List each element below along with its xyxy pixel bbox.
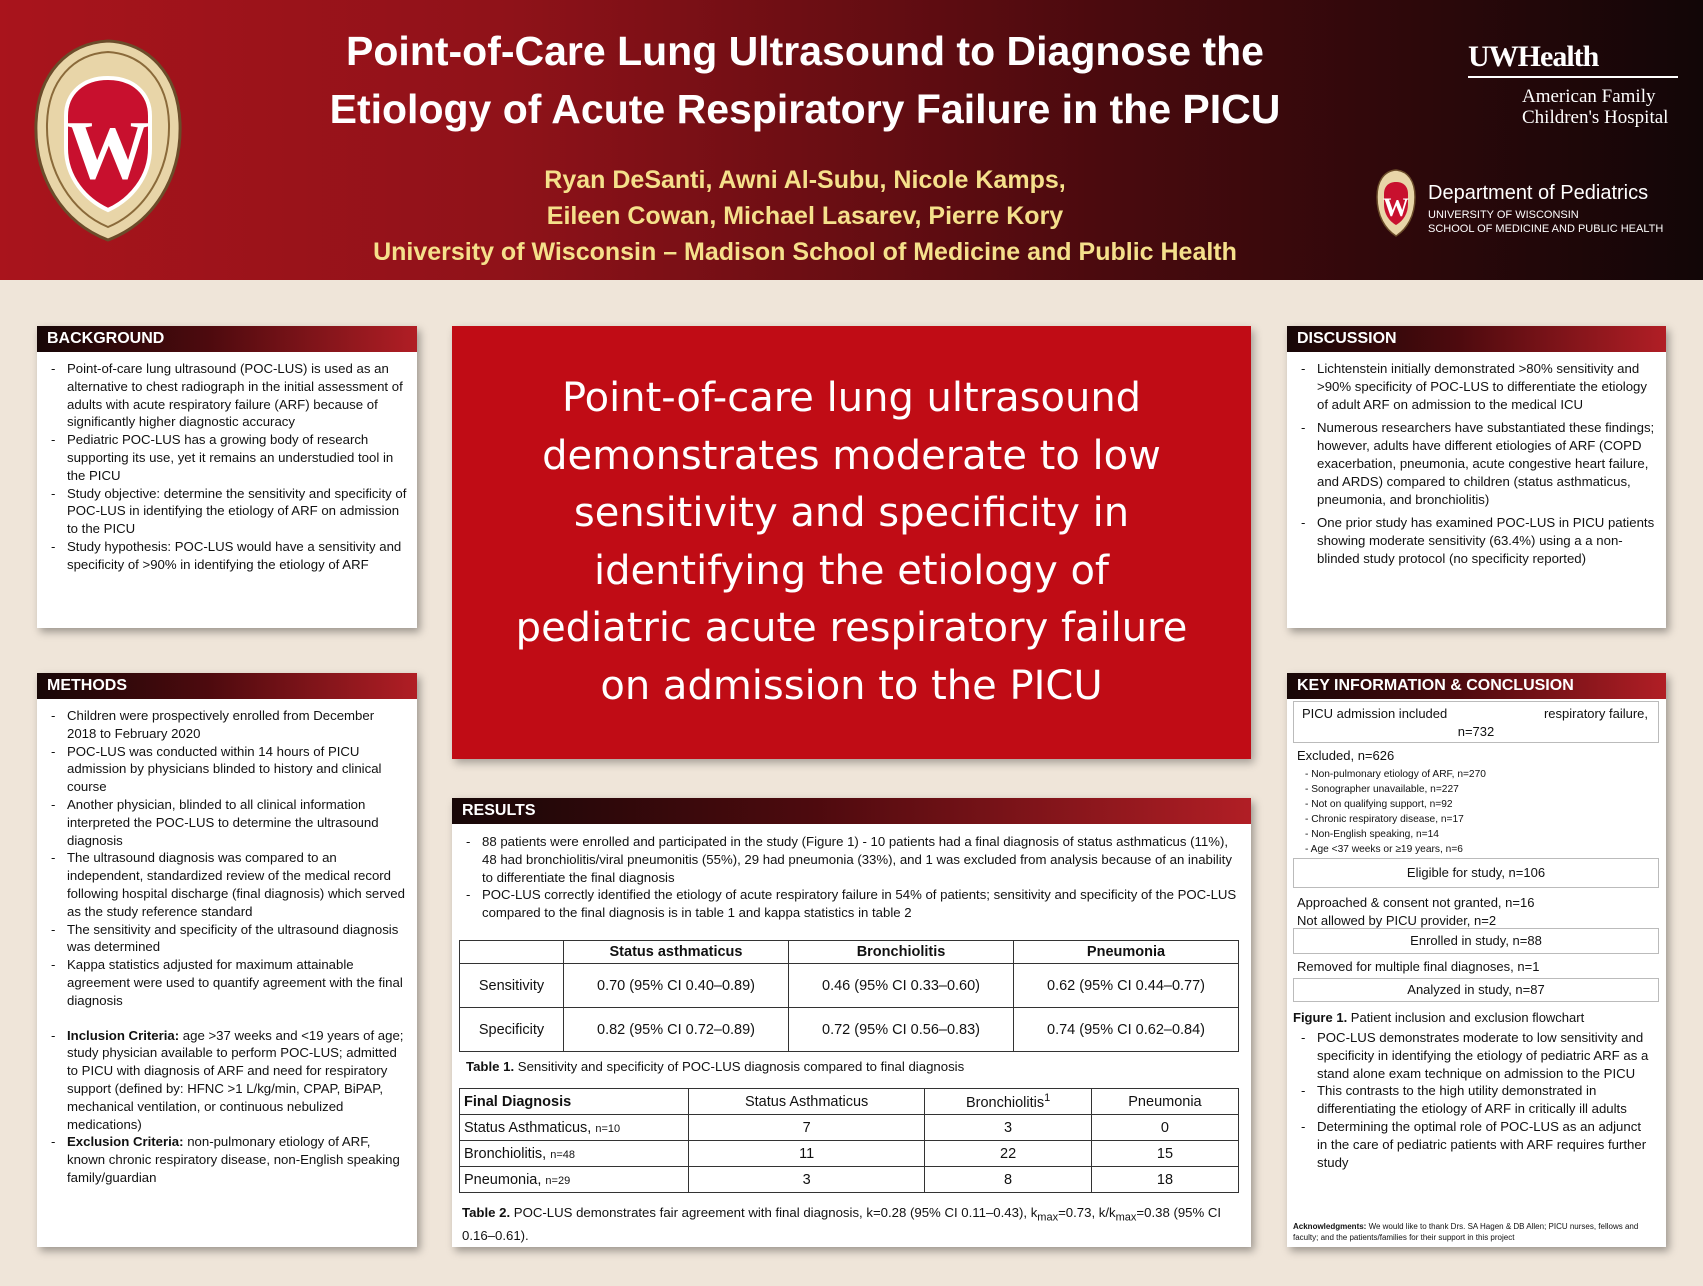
- methods-list: [37, 699, 417, 1187]
- list-item: - Pediatric POC-LUS has a growing body of research supporting its use, yet it remains an understudied tool in the PICU: [49, 431, 407, 484]
- background-panel: [37, 326, 417, 628]
- excluded-reasons: - Non-pulmonary etiology of ARF, n=270 - Sonographer unavailable, n=227 - Not on qualifying support, n=92 - Chronic respiratory disease, n=17 - Non-English speaking, n=14 - Age <37 weeks or ≥19 years, n=6: [1305, 769, 1486, 855]
- poster-header: [0, 0, 1703, 280]
- flow-box-analyzed: Analyzed in study, n=87: [1293, 978, 1659, 1002]
- list-item: - This contrasts to the high utility demonstrated in differentiating the etiology of ARF in critically ill adults: [1299, 1082, 1651, 1118]
- svg-text:W: W: [66, 104, 150, 197]
- figure1-caption: Figure 1. Patient inclusion and exclusion flowchart: [1293, 1010, 1585, 1025]
- authors-line-2: Eileen Cowan, Michael Lasarev, Pierre Kory: [546, 202, 1064, 230]
- small-crest-icon: [1375, 168, 1417, 238]
- methods-heading: METHODS: [37, 673, 417, 699]
- key-statement: Point-of-care lung ultrasound demonstrates moderate to low sensitivity and specificity in identifying the etiology of pediatric acute respiratory failure on admission to the PICU: [515, 375, 1188, 709]
- background-list: [37, 352, 417, 574]
- table-row: Status Asthmaticus, n=10 7 3 0: [460, 1115, 1239, 1141]
- table1-caption: Table 1. Sensitivity and specificity of POC-LUS diagnosis compared to final diagnosis: [466, 1059, 965, 1074]
- svg-text:W: W: [1383, 193, 1409, 222]
- table-header: Pneumonia: [1091, 1089, 1238, 1115]
- discussion-panel: [1287, 326, 1666, 628]
- results-list: [452, 824, 1251, 922]
- table-header: Final Diagnosis: [460, 1089, 689, 1115]
- table-header: Bronchiolitis$^1$: [925, 1089, 1092, 1115]
- list-item: - Numerous researchers have substantiated these findings; however, adults have different etiologies of ARF (COPD exacerbation, pneumonia, acute congestive heart failure, and ARDS) compared to children (status asthmaticus, pneumonia, and bronchiolitis): [1299, 419, 1656, 508]
- uw-crest-icon: [28, 38, 188, 243]
- list-item: - 88 patients were enrolled and participated in the study (Figure 1) - 10 patients had a final diagnosis of status asthmaticus (11%), 48 had bronchiolitis/viral pneumonitis (55%), 29 had pneumonia (33%), and 1 was excluded from analysis because of an inability to differentiate the final diagnosis: [464, 833, 1241, 886]
- list-item: - POC-LUS was conducted within 14 hours of PICU admission by physicians blinded to history and clinical course: [49, 743, 407, 796]
- agreement-table: [459, 1088, 1239, 1193]
- list-item: - Children were prospectively enrolled from December 2018 to February 2020: [49, 707, 407, 743]
- list-item: - POC-LUS demonstrates moderate to low sensitivity and specificity in identifying the etiology of pediatric ARF as a stand alone exam technique on admission to the PICU: [1299, 1029, 1651, 1082]
- flow-not-allowed: Not allowed by PICU provider, n=2: [1297, 913, 1497, 928]
- department-logo: W Department of Pediatrics UNIVERSITY OF WISCONSIN SCHOOL OF MEDICINE AND PUBLIC HEALTH: [1372, 168, 1672, 244]
- list-item: - Study hypothesis: POC-LUS would have a sensitivity and specificity of >90% in identifying the etiology of ARF: [49, 538, 407, 574]
- table2-caption: Table 2. POC-LUS demonstrates fair agreement with final diagnosis, k=0.28 (95% CI 0.11–0.43), $k_{max}=0.73$, $k/k_{max}=0.38$ (95% CI 0.16–0.61).: [462, 1205, 1222, 1243]
- results-heading: RESULTS: [452, 798, 1251, 824]
- list-item: - One prior study has examined POC-LUS in PICU patients showing moderate sensitivity (63.4%) using a a non-blinded study protocol (no specificity reported): [1299, 514, 1656, 567]
- key-statement-box: [452, 326, 1251, 759]
- acknowledgments: Acknowledgments: We would like to thank Drs. SA Hagen & DB Allen; PICU nurses, fellows and faculty; and the patients/families for their support in this project: [1293, 1222, 1639, 1242]
- flow-excluded: Excluded, n=626: [1297, 748, 1395, 763]
- list-item: - Study objective: determine the sensitivity and specificity of POC-LUS in identifying the etiology of ARF on admission to the PICU: [49, 485, 407, 538]
- affiliation: University of Wisconsin – Madison School of Medicine and Public Health: [373, 238, 1237, 266]
- methods-panel: [37, 673, 417, 1247]
- list-item: - The ultrasound diagnosis was compared to an independent, standardized review of the medical record following hospital discharge (final diagnosis) which served as the study reference standard: [49, 849, 407, 920]
- flow-removed: Removed for multiple final diagnoses, n=1: [1297, 959, 1540, 974]
- list-item: - Determining the optimal role of POC-LUS as an adjunct in the care of pediatric patients with ARF requires further study: [1299, 1118, 1651, 1171]
- table-row: Sensitivity 0.70 (95% CI 0.40–0.89) 0.46 (95% CI 0.33–0.60) 0.62 (95% CI 0.44–0.77): [460, 964, 1239, 1008]
- table-header: Status asthmaticus: [564, 941, 789, 964]
- list-item: - POC-LUS correctly identified the etiology of acute respiratory failure in 54% of patients; sensitivity and specificity of the POC-LUS compared to the final diagnosis is in table 1 and kappa statistics in table 2: [464, 886, 1241, 922]
- table-header: Pneumonia: [1014, 941, 1239, 964]
- list-item: - Another physician, blinded to all clinical information interpreted the POC-LUS to determine the ultrasound diagnosis: [49, 796, 407, 849]
- flow-box-eligible: Eligible for study, n=106: [1293, 858, 1659, 888]
- table-row: Bronchiolitis, n=48 11 22 15: [460, 1141, 1239, 1167]
- poster-title: [240, 22, 1370, 138]
- title-line-2: Etiology of Acute Respiratory Failure in the PICU: [329, 86, 1281, 132]
- sensitivity-table: [459, 940, 1239, 1052]
- background-heading: BACKGROUND: [37, 326, 417, 352]
- list-item: - Point-of-care lung ultrasound (POC-LUS) is used as an alternative to chest radiograph in the initial assessment of adults with acute respiratory failure (ARF) because of significantly higher diagnostic accuracy: [49, 360, 407, 431]
- key-info-panel: [1287, 673, 1666, 1247]
- table-header: Status Asthmaticus: [689, 1089, 925, 1115]
- author-block: [240, 162, 1370, 270]
- key-info-heading: KEY INFORMATION & CONCLUSION: [1287, 673, 1666, 699]
- list-item: - Lichtenstein initially demonstrated >80% sensitivity and >90% specificity of POC-LUS to differentiate the etiology of adult ARF on admission to the medical ICU: [1299, 360, 1656, 413]
- inclusion-criteria: - Inclusion Criteria: age >37 weeks and <19 years of age; study physician available to perform POC-LUS; admitted to PICU with diagnosis of ARF and need for respiratory support (defined by: HFNC >1 L/kg/min, CPAP, BiPAP, mechanical ventilation, or continuous nebulized medications): [49, 1027, 407, 1134]
- conclusion-list: [1287, 1029, 1661, 1171]
- discussion-heading: DISCUSSION: [1287, 326, 1666, 352]
- list-item: - Kappa statistics adjusted for maximum attainable agreement were used to quantify agreement with the final diagnosis: [49, 956, 407, 1009]
- title-line-1: Point-of-Care Lung Ultrasound to Diagnose the: [346, 28, 1264, 74]
- flow-approached: Approached & consent not granted, n=16: [1297, 895, 1535, 910]
- discussion-list: [1287, 352, 1666, 568]
- flow-box-enrolled: Enrolled in study, n=88: [1293, 928, 1659, 954]
- table-header: Bronchiolitis: [789, 941, 1014, 964]
- list-item: - The sensitivity and specificity of the ultrasound diagnosis was determined: [49, 921, 407, 957]
- authors-line-1: Ryan DeSanti, Awni Al-Subu, Nicole Kamps,: [544, 166, 1066, 194]
- table-row: Pneumonia, n=29 3 8 18: [460, 1167, 1239, 1193]
- exclusion-criteria: - Exclusion Criteria: non-pulmonary etiology of ARF, known chronic respiratory disease, non-English speaking family/guardian: [49, 1133, 407, 1186]
- uw-health-logo: UWHealth American Family Children's Hospital: [1468, 40, 1678, 128]
- flow-box-admission: PICU admission included respiratory failure, n=732: [1293, 701, 1659, 743]
- table-row: Specificity 0.82 (95% CI 0.72–0.89) 0.72 (95% CI 0.56–0.83) 0.74 (95% CI 0.62–0.84): [460, 1008, 1239, 1052]
